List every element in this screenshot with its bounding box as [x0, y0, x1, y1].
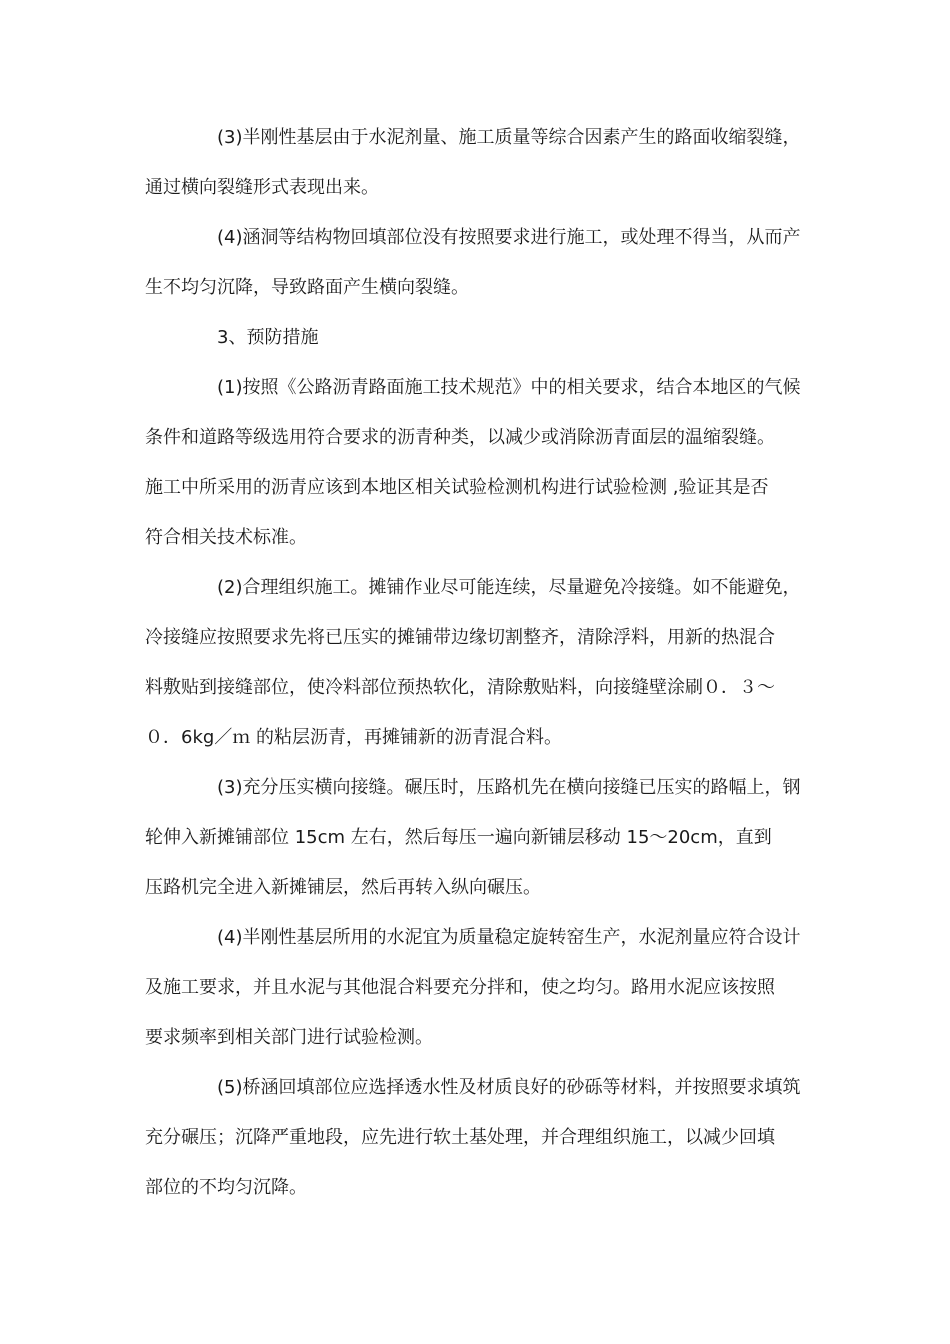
text-line: (3)半刚性基层由于水泥剂量、施工质量等综合因素产生的路面收缩裂缝， [217, 127, 801, 148]
section-heading-prevention [145, 313, 810, 363]
text-line: (3)充分压实横向接缝。碾压时，压路机先在横向接缝已压实的路幅上，钢 [217, 777, 801, 798]
text-line: 料敷贴到接缝部位，使冷料部位预热软化，清除敷贴料，向接缝壁涂刷０．３～ [145, 677, 775, 698]
text-line: 条件和道路等级选用符合要求的沥青种类，以减少或消除沥青面层的温缩裂缝。 [145, 427, 775, 448]
text-line: 部位的不均匀沉降。 [145, 1177, 307, 1198]
text-line: 生不均匀沉降，导致路面产生横向裂缝。 [145, 277, 469, 298]
paragraph-measure-5 [145, 1063, 810, 1213]
text-line: 要求频率到相关部门进行试验检测。 [145, 1027, 433, 1048]
text-line: 通过横向裂缝形式表现出来。 [145, 177, 379, 198]
text-line: 及施工要求，并且水泥与其他混合料要充分拌和，使之均匀。路用水泥应该按照 [145, 977, 775, 998]
text-line: ０．6kg／ｍ 的粘层沥青，再摊铺新的沥青混合料。 [145, 727, 563, 748]
section-heading: 3、预防措施 [217, 327, 319, 348]
text-line: (4)涵洞等结构物回填部位没有按照要求进行施工，或处理不得当，从而产 [217, 227, 801, 248]
paragraph-measure-3 [145, 763, 810, 913]
text-line: (2)合理组织施工。摊铺作业尽可能连续，尽量避免冷接缝。如不能避免， [217, 577, 801, 598]
paragraph-measure-4 [145, 913, 810, 1063]
body-text [145, 113, 810, 1213]
text-line: 冷接缝应按照要求先将已压实的摊铺带边缘切割整齐，清除浮料，用新的热混合 [145, 627, 775, 648]
text-line: (4)半刚性基层所用的水泥宜为质量稳定旋转窑生产，水泥剂量应符合设计 [217, 927, 801, 948]
text-line: 施工中所采用的沥青应该到本地区相关试验检测机构进行试验检测 ,验证其是否 [145, 477, 769, 498]
paragraph-measure-1 [145, 363, 810, 563]
paragraph-crack-cause-3 [145, 113, 810, 213]
text-line: (5)桥涵回填部位应选择透水性及材质良好的砂砾等材料，并按照要求填筑 [217, 1077, 801, 1098]
paragraph-measure-2 [145, 563, 810, 763]
paragraph-crack-cause-4 [145, 213, 810, 313]
text-line: 轮伸入新摊铺部位 15cm 左右，然后每压一遍向新铺层移动 15～20cm，直到 [145, 827, 772, 848]
text-line: 符合相关技术标准。 [145, 527, 307, 548]
text-line: 充分碾压；沉降严重地段，应先进行软土基处理，并合理组织施工，以减少回填 [145, 1127, 775, 1148]
text-line: (1)按照《公路沥青路面施工技术规范》中的相关要求，结合本地区的气候 [217, 377, 801, 398]
text-line: 压路机完全进入新摊铺层，然后再转入纵向碾压。 [145, 877, 541, 898]
